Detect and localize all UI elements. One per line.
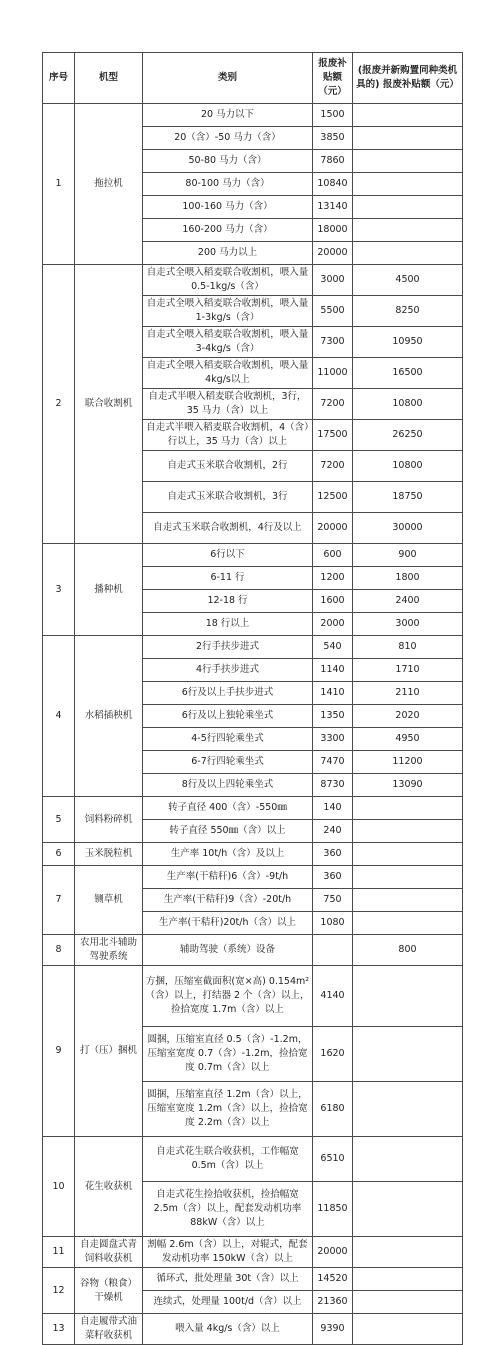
subsidy-cell: 20000 (313, 513, 353, 544)
subsidy-new-cell: 16500 (353, 358, 463, 389)
category-cell: 辅助驾驶（系统）设备 (143, 935, 313, 966)
category-cell: 200 马力以上 (143, 242, 313, 265)
category-cell: 自走式花生联合收获机，工作幅宽 0.5m（含）以上 (143, 1137, 313, 1182)
subsidy-new-cell (353, 173, 463, 196)
category-cell: 100-160 马力（含） (143, 196, 313, 219)
category-cell: 生产率(干秸秆)9（含）-20t/h (143, 889, 313, 912)
subsidy-new-cell: 1710 (353, 659, 463, 682)
subsidy-new-cell: 26250 (353, 420, 463, 451)
category-cell: 自走式全喂入稻麦联合收割机，喂入量 3-4kg/s（含） (143, 327, 313, 358)
seq-cell: 3 (43, 544, 75, 636)
category-cell: 循环式，批处理量 30t（含）以上 (143, 1268, 313, 1291)
subsidy-new-cell: 8250 (353, 296, 463, 327)
subsidy-cell: 1600 (313, 590, 353, 613)
table-row (43, 636, 463, 659)
category-cell: 自走式全喂入稻麦联合收割机，喂入量 0.5-1kg/s（含） (143, 265, 313, 296)
subsidy-new-cell (353, 127, 463, 150)
subsidy-table (42, 52, 463, 1345)
category-cell: 6-7行四轮乘坐式 (143, 751, 313, 774)
subsidy-cell: 1500 (313, 104, 353, 127)
subsidy-cell: 1410 (313, 682, 353, 705)
subsidy-new-cell: 4500 (353, 265, 463, 296)
category-cell: 自走式半喂入稻麦联合收割机，4（含）行以上，35 马力（含）以上 (143, 420, 313, 451)
subsidy-cell: 2000 (313, 613, 353, 636)
table-row (43, 1314, 463, 1345)
subsidy-cell: 7200 (313, 451, 353, 482)
category-cell: 自走式半喂入稻麦联合收割机，3行，35 马力（含）以上 (143, 389, 313, 420)
subsidy-cell: 1350 (313, 705, 353, 728)
subsidy-new-cell (353, 1027, 463, 1082)
model-cell: 谷物（粮食）干燥机 (75, 1268, 143, 1314)
header-model: 机型 (75, 53, 143, 104)
category-cell: 自走式玉米联合收割机，2行 (143, 451, 313, 482)
subsidy-cell: 4140 (313, 966, 353, 1027)
category-cell: 6行及以上手扶步进式 (143, 682, 313, 705)
subsidy-new-cell: 10800 (353, 389, 463, 420)
subsidy-new-cell (353, 1237, 463, 1268)
subsidy-cell: 10840 (313, 173, 353, 196)
subsidy-new-cell (353, 104, 463, 127)
seq-cell: 8 (43, 935, 75, 966)
subsidy-cell: 3850 (313, 127, 353, 150)
subsidy-new-cell: 10950 (353, 327, 463, 358)
category-cell: 4行手扶步进式 (143, 659, 313, 682)
subsidy-new-cell (353, 797, 463, 820)
subsidy-new-cell: 810 (353, 636, 463, 659)
subsidy-cell: 360 (313, 866, 353, 889)
category-cell: 割幅 2.6m（含）以上，对辊式，配套发动机功率 150kW（含）以上 (143, 1237, 313, 1268)
subsidy-cell: 5500 (313, 296, 353, 327)
seq-cell: 9 (43, 966, 75, 1137)
header-row (43, 53, 463, 104)
category-cell: 生产率 10t/h（含）及以上 (143, 843, 313, 866)
subsidy-cell: 3000 (313, 265, 353, 296)
subsidy-cell: 21360 (313, 1291, 353, 1314)
subsidy-new-cell (353, 150, 463, 173)
subsidy-new-cell (353, 196, 463, 219)
category-cell: 20（含）-50 马力（含） (143, 127, 313, 150)
subsidy-new-cell (353, 219, 463, 242)
subsidy-new-cell: 18750 (353, 482, 463, 513)
subsidy-cell: 240 (313, 820, 353, 843)
model-cell: 玉米脱粒机 (75, 843, 143, 866)
subsidy-cell: 3300 (313, 728, 353, 751)
model-cell: 播种机 (75, 544, 143, 636)
table-row (43, 1268, 463, 1291)
seq-cell: 11 (43, 1237, 75, 1268)
seq-cell: 5 (43, 797, 75, 843)
model-cell: 联合收割机 (75, 265, 143, 544)
subsidy-cell: 20000 (313, 242, 353, 265)
category-cell: 生产率(干秸秆)6（含）-9t/h (143, 866, 313, 889)
seq-cell: 10 (43, 1137, 75, 1237)
subsidy-new-cell: 800 (353, 935, 463, 966)
subsidy-cell: 1140 (313, 659, 353, 682)
category-cell: 20 马力以下 (143, 104, 313, 127)
model-cell: 花生收获机 (75, 1137, 143, 1237)
subsidy-new-cell (353, 1291, 463, 1314)
subsidy-new-cell: 2020 (353, 705, 463, 728)
subsidy-cell: 20000 (313, 1237, 353, 1268)
subsidy-cell: 13140 (313, 196, 353, 219)
seq-cell: 7 (43, 866, 75, 935)
subsidy-new-cell: 1800 (353, 567, 463, 590)
table-row (43, 797, 463, 820)
seq-cell: 12 (43, 1268, 75, 1314)
header-category: 类别 (143, 53, 313, 104)
category-cell: 连续式，处理量 100t/d（含）以上 (143, 1291, 313, 1314)
subsidy-new-cell: 30000 (353, 513, 463, 544)
subsidy-new-cell: 2400 (353, 590, 463, 613)
category-cell: 自走式花生捡拾收获机，捡拾幅宽 2.5m（含）以上，配套发动机功率 88kW（含）以上 (143, 1182, 313, 1237)
category-cell: 自走式全喂入稻麦联合收割机，喂入量 1-3kg/s（含） (143, 296, 313, 327)
category-cell: 18 行以上 (143, 613, 313, 636)
subsidy-new-cell (353, 1137, 463, 1182)
table-row (43, 104, 463, 127)
subsidy-cell: 360 (313, 843, 353, 866)
subsidy-cell: 9390 (313, 1314, 353, 1345)
subsidy-cell: 1080 (313, 912, 353, 935)
table-row (43, 843, 463, 866)
category-cell: 圆捆，压缩室直径 0.5（含）-1.2m，压缩室宽度 0.7（含）-1.2m，捡拾宽度 0.7m（含）以上 (143, 1027, 313, 1082)
subsidy-new-cell (353, 1182, 463, 1237)
subsidy-new-cell: 3000 (353, 613, 463, 636)
subsidy-cell: 7200 (313, 389, 353, 420)
subsidy-new-cell (353, 820, 463, 843)
category-cell: 自走式玉米联合收割机，3行 (143, 482, 313, 513)
header-subsidy-new: (报废并新购置同种类机具的) 报废补贴额（元） (353, 53, 463, 104)
table-row (43, 265, 463, 296)
category-cell: 6-11 行 (143, 567, 313, 590)
category-cell: 50-80 马力（含） (143, 150, 313, 173)
model-cell: 铡草机 (75, 866, 143, 935)
category-cell: 方捆，压缩室截面积(宽×高) 0.154m²（含）以上，打结器 2 个（含）以上，捡拾宽度 1.7m（含）以上 (143, 966, 313, 1027)
subsidy-cell: 7470 (313, 751, 353, 774)
subsidy-cell: 6180 (313, 1082, 353, 1137)
category-cell: 转子直径 550㎜（含）以上 (143, 820, 313, 843)
subsidy-new-cell: 11200 (353, 751, 463, 774)
seq-cell: 4 (43, 636, 75, 797)
seq-cell: 13 (43, 1314, 75, 1345)
model-cell: 自走履带式油菜籽收获机 (75, 1314, 143, 1345)
subsidy-cell: 11850 (313, 1182, 353, 1237)
subsidy-cell: 14520 (313, 1268, 353, 1291)
category-cell: 12-18 行 (143, 590, 313, 613)
category-cell: 6行及以上独轮乘坐式 (143, 705, 313, 728)
header-subsidy: 报废补贴额（元） (313, 53, 353, 104)
subsidy-new-cell (353, 1268, 463, 1291)
model-cell: 水稻插秧机 (75, 636, 143, 797)
subsidy-cell: 17500 (313, 420, 353, 451)
subsidy-cell: 540 (313, 636, 353, 659)
model-cell: 拖拉机 (75, 104, 143, 265)
subsidy-new-cell (353, 1314, 463, 1345)
category-cell: 4-5行四轮乘坐式 (143, 728, 313, 751)
subsidy-cell: 8730 (313, 774, 353, 797)
category-cell: 160-200 马力（含） (143, 219, 313, 242)
category-cell: 转子直径 400（含）-550㎜ (143, 797, 313, 820)
subsidy-new-cell (353, 1082, 463, 1137)
table-row (43, 544, 463, 567)
category-cell: 生产率(干秸秆)20t/h（含）以上 (143, 912, 313, 935)
model-cell: 农用北斗辅助驾驶系统 (75, 935, 143, 966)
subsidy-cell: 7860 (313, 150, 353, 173)
table-row (43, 866, 463, 889)
subsidy-new-cell: 900 (353, 544, 463, 567)
category-cell: 喂入量 4kg/s（含）以上 (143, 1314, 313, 1345)
category-cell: 2行手扶步进式 (143, 636, 313, 659)
category-cell: 80-100 马力（含） (143, 173, 313, 196)
subsidy-cell: 12500 (313, 482, 353, 513)
seq-cell: 6 (43, 843, 75, 866)
category-cell: 圆捆，压缩室直径 1.2m（含）以上，压缩室宽度 1.2m（含）以上，捡拾宽度 2.2m（含）以上 (143, 1082, 313, 1137)
category-cell: 8行及以上四轮乘坐式 (143, 774, 313, 797)
subsidy-cell: 6510 (313, 1137, 353, 1182)
subsidy-new-cell: 13090 (353, 774, 463, 797)
subsidy-new-cell: 4950 (353, 728, 463, 751)
model-cell: 饲料粉碎机 (75, 797, 143, 843)
subsidy-new-cell: 2110 (353, 682, 463, 705)
subsidy-new-cell (353, 966, 463, 1027)
subsidy-cell: 11000 (313, 358, 353, 389)
header-seq: 序号 (43, 53, 75, 104)
table-row (43, 935, 463, 966)
table-row (43, 1137, 463, 1182)
model-cell: 自走圆盘式青饲料收获机 (75, 1237, 143, 1268)
subsidy-cell: 7300 (313, 327, 353, 358)
subsidy-new-cell (353, 242, 463, 265)
table-row (43, 1237, 463, 1268)
seq-cell: 2 (43, 265, 75, 544)
category-cell: 6行以下 (143, 544, 313, 567)
subsidy-new-cell: 10800 (353, 451, 463, 482)
subsidy-new-cell (353, 912, 463, 935)
subsidy-cell: 750 (313, 889, 353, 912)
subsidy-cell: 1620 (313, 1027, 353, 1082)
subsidy-new-cell (353, 889, 463, 912)
subsidy-new-cell (353, 866, 463, 889)
category-cell: 自走式玉米联合收割机，4行及以上 (143, 513, 313, 544)
seq-cell: 1 (43, 104, 75, 265)
category-cell: 自走式全喂入稻麦联合收割机，喂入量 4kg/s以上 (143, 358, 313, 389)
subsidy-cell: 140 (313, 797, 353, 820)
model-cell: 打（压）捆机 (75, 966, 143, 1137)
subsidy-cell (313, 935, 353, 966)
subsidy-cell: 18000 (313, 219, 353, 242)
table-row (43, 966, 463, 1027)
subsidy-cell: 600 (313, 544, 353, 567)
subsidy-cell: 1200 (313, 567, 353, 590)
subsidy-new-cell (353, 843, 463, 866)
